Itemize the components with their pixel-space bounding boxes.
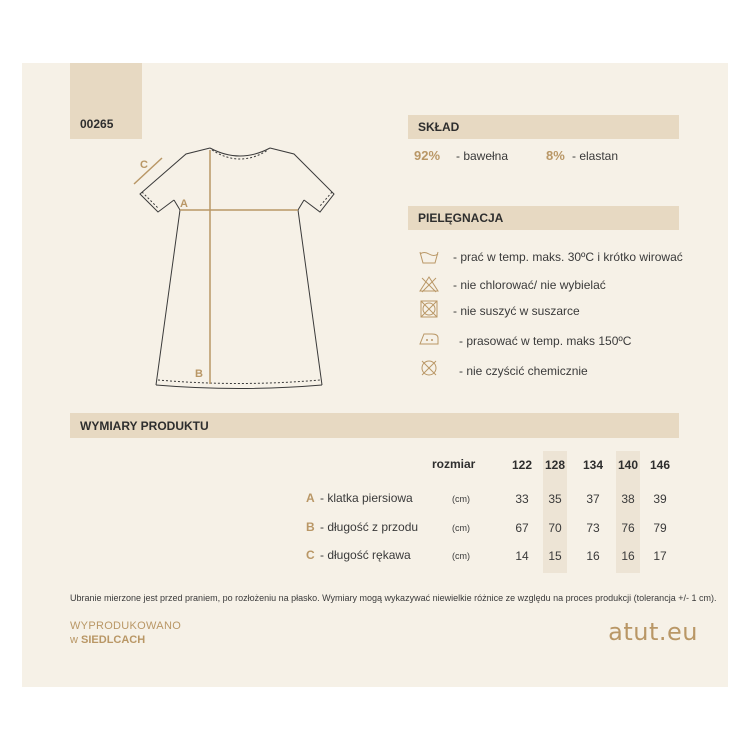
cell-c-122: 14 [515,549,529,563]
cell-a-128: 35 [548,492,562,506]
composition-material-1: - bawełna [456,149,509,163]
dimensions-header [70,413,679,438]
made-in-line-1: WYPRODUKOWANO [70,620,182,632]
made-in-line-2 [70,634,145,646]
row-unit-c: (cm) [452,551,470,561]
row-letter-a: A [306,491,315,505]
cell-b-128: 70 [548,521,562,535]
cell-a-134: 37 [586,492,600,506]
size-146: 146 [649,458,671,472]
row-unit-b: (cm) [452,523,470,533]
measurement-note: Ubranie mierzone jest przed praniem, po rozłożeniu na płasko. Wymiary mogą wykazywać niewielkie różnice ze względu na proces produkcji (tolerancja +/- 1 cm). [70,593,717,603]
dress-diagram [128,140,353,395]
cell-c-146: 17 [653,549,667,563]
label-b: B [195,368,203,380]
dimensions-title: WYMIARY PRODUKTU [80,418,209,433]
care-text-5: - nie czyścić chemicznie [459,364,588,378]
cell-b-122: 67 [515,521,529,535]
care-header [408,206,679,230]
row-letter-c: C [306,548,315,562]
composition-percent-1: 92% [414,148,441,163]
composition-header [408,115,679,139]
composition-percent-2: 8% [546,148,565,163]
care-text-1: - prać w temp. maks. 30ºC i krótko wirować [453,250,683,264]
wash-30-icon [418,248,440,266]
row-label-b: - długość z przodu [320,520,419,534]
composition-title: SKŁAD [418,120,460,134]
size-140: 140 [617,458,639,472]
product-code-tab [70,63,142,139]
label-c: C [140,159,148,171]
care-title: PIELĘGNACJA [418,211,504,225]
brand-logo: atut.eu [608,618,698,646]
made-in-prefix: w [70,634,78,646]
row-label-a: - klatka piersiowa [320,491,413,505]
cell-b-146: 79 [653,521,667,535]
cell-a-122: 33 [515,492,529,506]
cell-c-134: 16 [586,549,600,563]
size-128: 128 [544,458,566,472]
row-letter-b: B [306,520,315,534]
iron-150-icon [418,330,440,348]
composition-material-2: - elastan [572,149,619,163]
no-bleach-icon [418,275,440,293]
cell-c-128: 15 [548,549,562,563]
row-label-c: - długość rękawa [320,548,411,562]
cell-a-140: 38 [621,492,635,506]
product-code: 00265 [80,117,114,131]
size-134: 134 [582,458,604,472]
care-text-4: - prasować w temp. maks 150ºC [459,334,632,348]
size-header: rozmiar [432,457,476,471]
cell-c-140: 16 [621,549,635,563]
no-dry-clean-icon [418,359,440,377]
row-unit-a: (cm) [452,494,470,504]
care-text-2: - nie chlorować/ nie wybielać [453,278,606,292]
cell-a-146: 39 [653,492,667,506]
label-a: A [180,198,188,210]
cell-b-134: 73 [586,521,600,535]
no-tumble-dry-icon [418,300,440,318]
measure-line-c [134,158,162,184]
made-in-city: SIEDLCACH [81,634,146,646]
size-122: 122 [511,458,533,472]
cell-b-140: 76 [621,521,635,535]
care-text-3: - nie suszyć w suszarce [453,304,580,318]
